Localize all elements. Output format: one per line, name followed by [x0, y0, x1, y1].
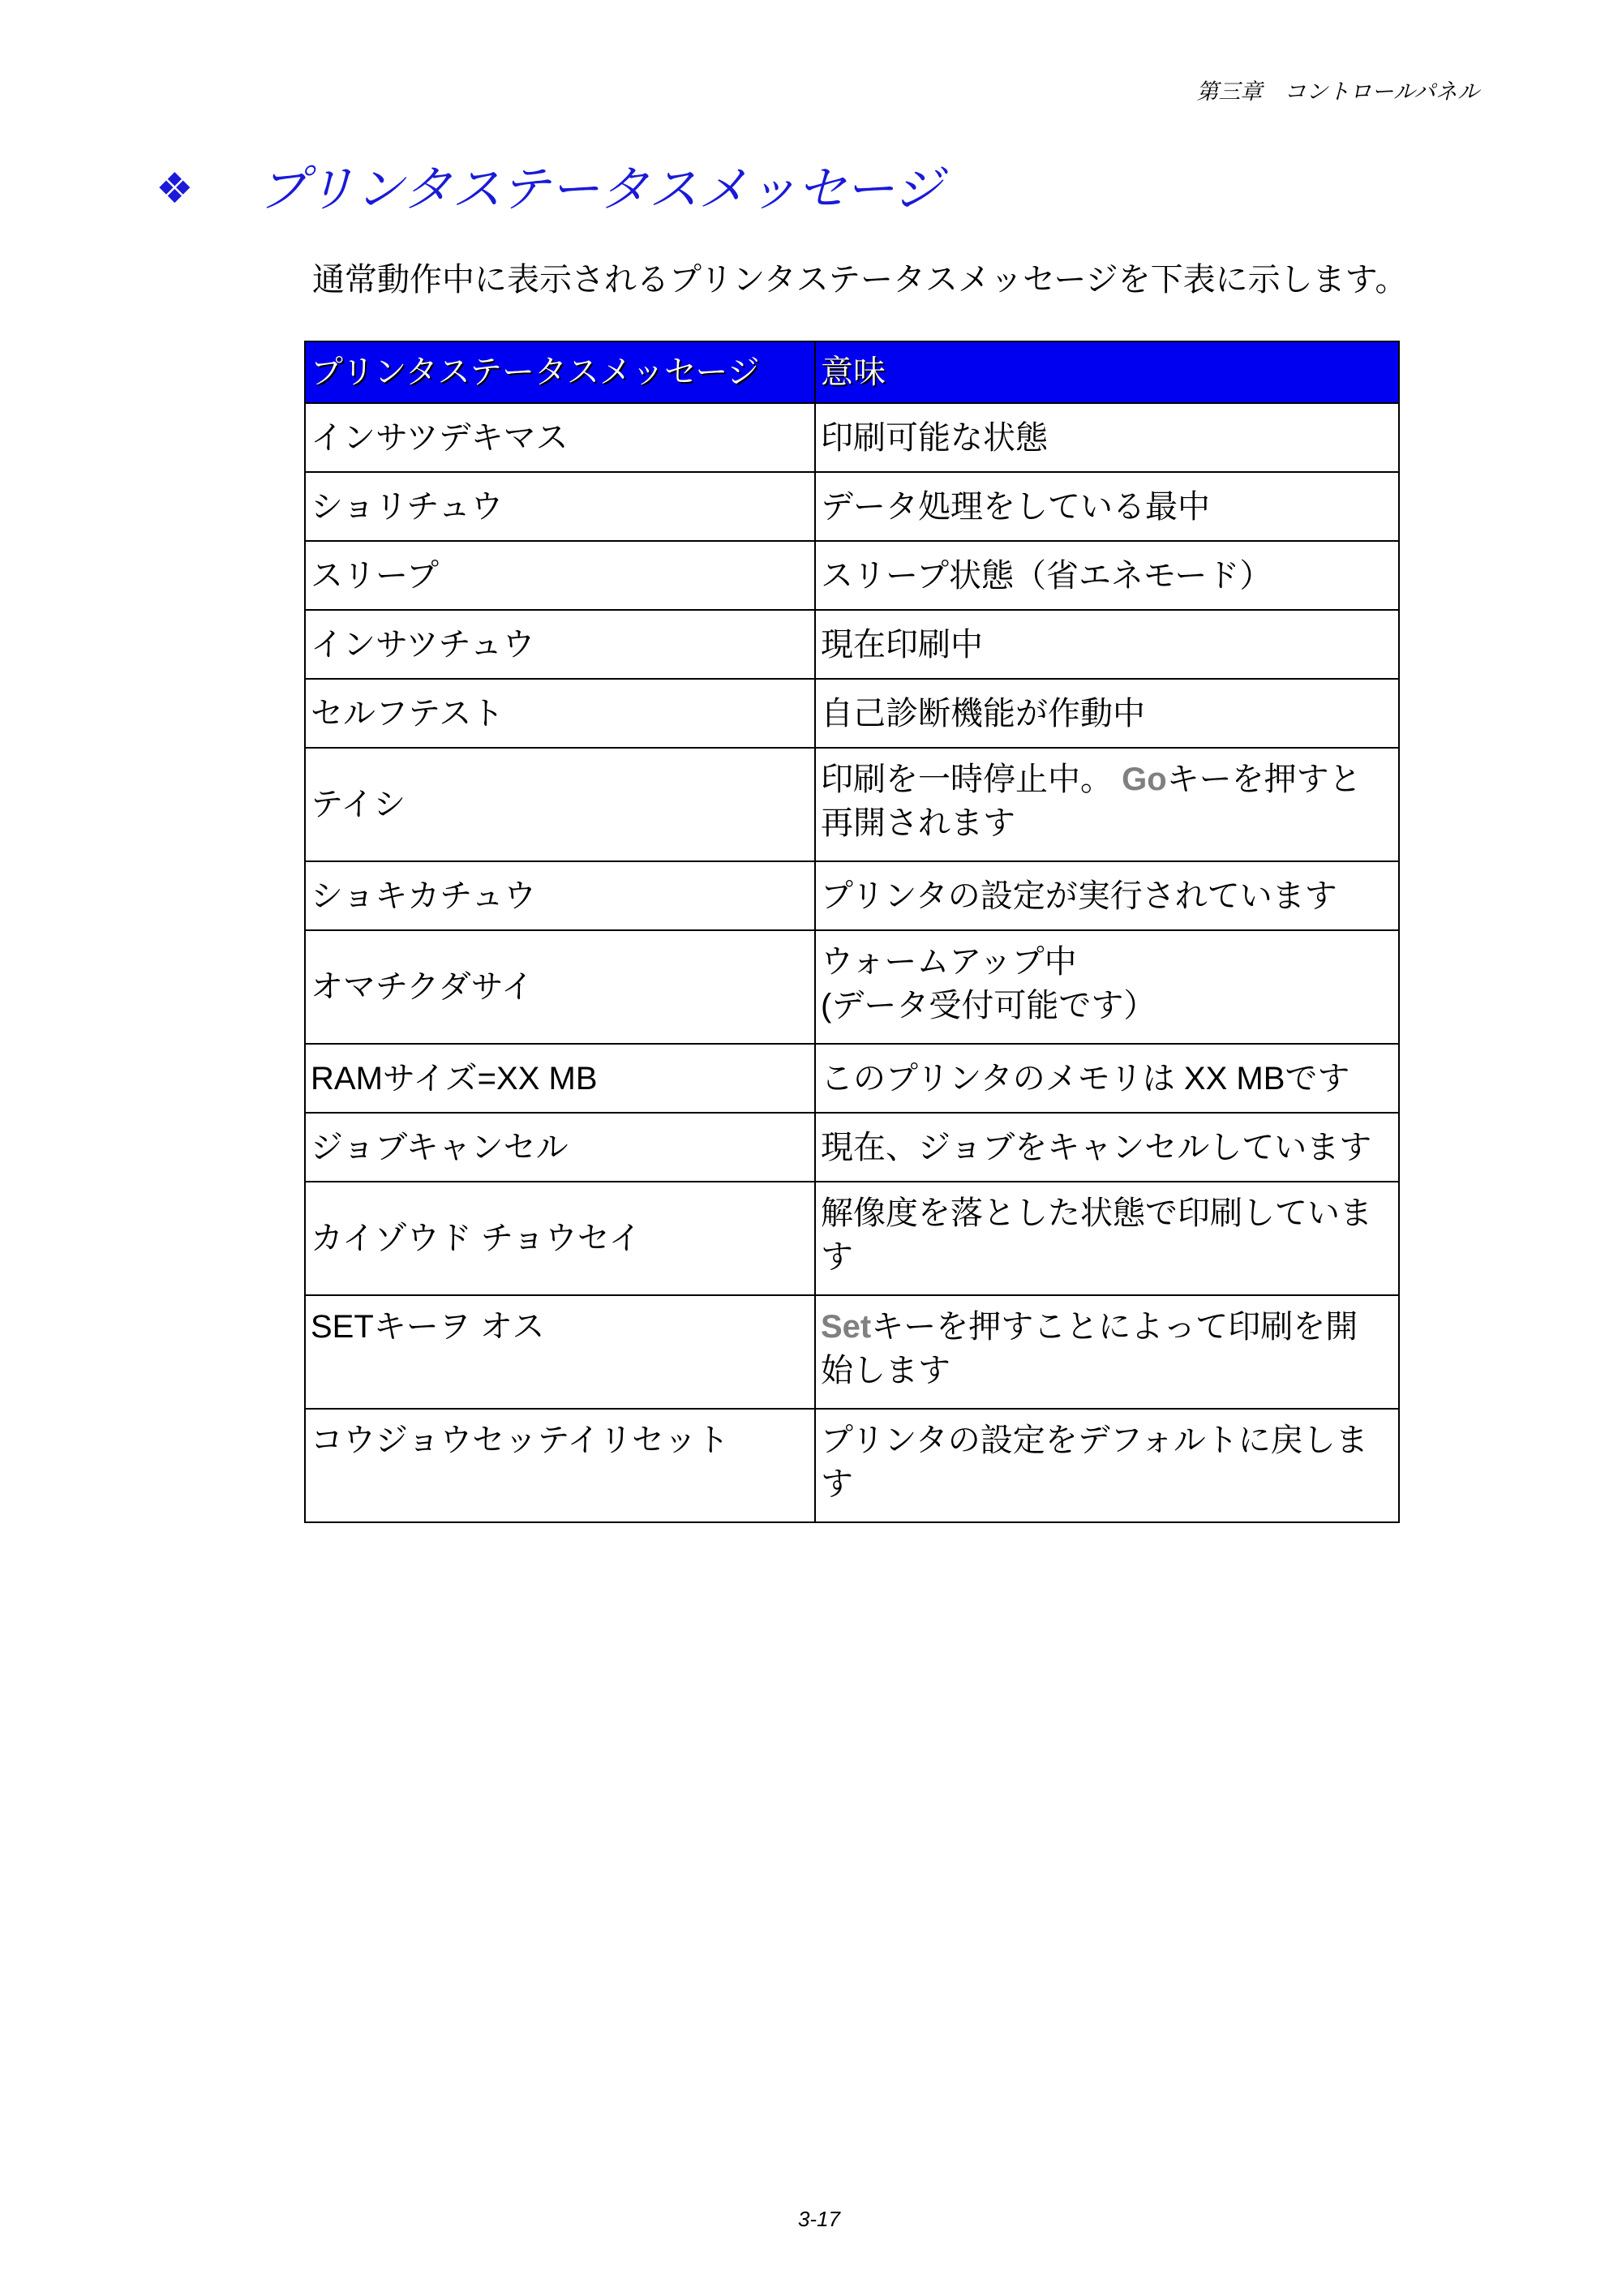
column-header-message: プリンタステータスメッセージ — [305, 341, 815, 403]
status-message: セルフテスト — [311, 695, 504, 732]
meaning-cell — [815, 1182, 1399, 1295]
status-message-cell — [305, 861, 815, 930]
table-row — [305, 1044, 1399, 1113]
status-message-cell — [305, 1044, 815, 1113]
meaning-text: プリンタの設定が実行されています — [821, 878, 1337, 914]
meaning-text: 印刷を一時停止中。 — [821, 762, 1122, 797]
status-message-cell — [305, 1113, 815, 1182]
status-message-cell — [305, 610, 815, 679]
status-message: RAMサイズ=XX MB — [311, 1060, 598, 1097]
meaning-text: キーを押すと — [1166, 762, 1362, 797]
page-number: 3-17 — [797, 2207, 841, 2231]
meaning-text: 自己診断機能が作動中 — [821, 695, 1145, 732]
meaning-cell — [815, 1295, 1399, 1409]
status-message: コウジョウセッテイリセット — [311, 1423, 729, 1458]
status-message-cell — [305, 1182, 815, 1295]
section-title: プリンタステータスメッセージ — [258, 161, 943, 217]
status-message: テイシ — [311, 787, 406, 822]
status-message-cell — [305, 1295, 815, 1409]
meaning-cell — [815, 748, 1399, 861]
meaning-cell — [815, 403, 1399, 472]
table-row — [305, 541, 1399, 610]
meaning-cell — [815, 1044, 1399, 1113]
status-message-cell — [305, 403, 815, 472]
meaning-cell — [815, 1409, 1399, 1522]
table-row — [305, 1113, 1399, 1182]
four-diamond-bullet-icon — [156, 162, 194, 216]
meaning-cell — [815, 861, 1399, 930]
table-row — [305, 1295, 1399, 1409]
go-key-label: Go — [1122, 762, 1167, 797]
meaning-cell — [815, 930, 1399, 1044]
meaning-text: スリープ状態（省エネモード） — [821, 557, 1272, 594]
meaning-cell — [815, 679, 1399, 748]
status-message-cell — [305, 748, 815, 861]
meaning-cell — [815, 1113, 1399, 1182]
table-row — [305, 403, 1399, 472]
meaning-cell — [815, 472, 1399, 541]
status-message-cell — [305, 541, 815, 610]
table-row — [305, 1409, 1399, 1522]
meaning-text: す — [821, 1466, 853, 1502]
meaning-text: 現在印刷中 — [821, 626, 983, 663]
table-row — [305, 1182, 1399, 1295]
meaning-text: 印刷可能な状態 — [821, 419, 1048, 456]
status-message-cell — [305, 930, 815, 1044]
set-key-label: Set — [821, 1309, 872, 1345]
meaning-text: 再開されます — [821, 805, 1015, 841]
table-row — [305, 679, 1399, 748]
status-message-table — [304, 341, 1400, 1523]
meaning-text: す — [821, 1239, 853, 1275]
status-message: インサツデキマス — [311, 419, 569, 456]
status-message: カイゾウド チョウセイ — [311, 1221, 642, 1256]
meaning-text: プリンタの設定をデフォルトに戻しま — [821, 1423, 1368, 1458]
status-message: SETキーヲ オス — [311, 1309, 545, 1345]
status-message-cell — [305, 1409, 815, 1522]
table-header-row — [305, 341, 1399, 403]
intro-text: 通常動作中に表示されるプリンタステータスメッセージを下表に示します。 — [312, 262, 1408, 298]
meaning-text: 始します — [821, 1353, 950, 1388]
column-header-meaning: 意味 — [815, 341, 1399, 403]
meaning-text: 解像度を落とした状態で印刷していま — [821, 1195, 1372, 1231]
running-header: 第三章 コントロールパネル — [1196, 79, 1479, 104]
meaning-cell — [815, 541, 1399, 610]
status-message: ジョブキャンセル — [311, 1129, 569, 1165]
meaning-text: ウォームアップ中 — [821, 944, 1077, 980]
status-message: スリープ — [311, 557, 439, 594]
status-message-cell — [305, 472, 815, 541]
status-message: ショキカチュウ — [311, 878, 536, 914]
meaning-text: このプリンタのメモリは XX MBです — [821, 1060, 1350, 1097]
status-message: オマチクダサイ — [311, 969, 534, 1005]
status-message: インサツチュウ — [311, 626, 535, 663]
meaning-text: (データ受付可能です） — [821, 988, 1156, 1024]
table-row — [305, 610, 1399, 679]
table-row — [305, 930, 1399, 1044]
table-row — [305, 861, 1399, 930]
meaning-text: キーを押すことによって印刷を開 — [871, 1309, 1358, 1345]
meaning-text: 現在、ジョブをキャンセルしています — [821, 1129, 1372, 1165]
meaning-text: データ処理をしている最中 — [821, 488, 1210, 525]
table-row — [305, 748, 1399, 861]
status-message: ショリチュウ — [311, 488, 504, 525]
status-message-cell — [305, 679, 815, 748]
table-row — [305, 472, 1399, 541]
meaning-cell — [815, 610, 1399, 679]
